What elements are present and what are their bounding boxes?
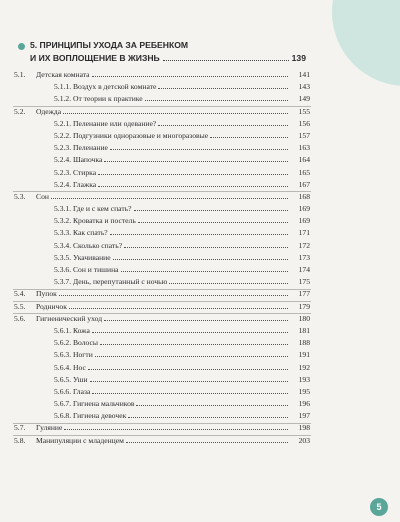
- entry-title: 5.6.2. Волосы: [54, 338, 98, 348]
- entry-title-row: [36, 313, 290, 325]
- toc-entry[interactable]: [0, 81, 400, 93]
- entry-title-row: [54, 264, 290, 276]
- toc-entry[interactable]: [0, 435, 400, 447]
- leader-dots: [121, 271, 289, 272]
- entry-page: 198: [298, 423, 310, 433]
- entry-page: 143: [298, 82, 310, 92]
- entry-title-row: [36, 191, 290, 203]
- leader-dots: [110, 234, 288, 235]
- entry-page: 157: [298, 130, 310, 140]
- leader-dots: [88, 369, 288, 370]
- toc-entry[interactable]: [0, 374, 400, 386]
- toc-entry[interactable]: [0, 118, 400, 130]
- leader-dots: [59, 295, 288, 296]
- toc-entry[interactable]: [0, 398, 400, 410]
- entry-title-row: [36, 288, 290, 300]
- leader-dots: [51, 198, 288, 199]
- toc-entry[interactable]: [0, 422, 400, 434]
- entry-number: 5.8.: [14, 435, 26, 445]
- entry-number: 5.7.: [14, 423, 26, 433]
- toc-entry[interactable]: [0, 154, 400, 166]
- entry-title-row: [54, 93, 290, 105]
- leader-dots: [124, 247, 288, 248]
- entry-title: Гигиенический уход: [36, 313, 103, 323]
- entry-title: 5.3.6. Сон и тишина: [54, 265, 119, 274]
- entry-title: 5.1.1. Воздух в детской комнате: [54, 82, 157, 92]
- leader-dots: [110, 149, 288, 150]
- toc-entry[interactable]: [0, 93, 400, 105]
- entry-title-row: [36, 422, 290, 434]
- entry-title: 5.3.7. День, перепутанный с ночью: [54, 277, 168, 287]
- entry-page: 175: [298, 277, 310, 287]
- entry-page: 149: [298, 94, 310, 104]
- entry-title: Сон: [36, 191, 49, 201]
- entry-title-row: [54, 142, 290, 154]
- leader-dots: [90, 381, 288, 382]
- entry-title-row: [36, 106, 290, 118]
- toc-entry[interactable]: [0, 179, 400, 191]
- entry-title-row: [36, 301, 290, 313]
- entry-title: 5.3.1. Где и с кем спать?: [54, 204, 132, 214]
- entry-title-row: [36, 435, 290, 447]
- entry-title-row: [54, 130, 290, 142]
- entry-title: 5.6.4. Нос: [54, 362, 86, 372]
- chapter-title-line2: И ИХ ВОПЛОЩЕНИЕ В ЖИЗНЬ: [30, 53, 160, 63]
- entry-page: 195: [298, 386, 310, 396]
- toc-entry[interactable]: [0, 301, 400, 313]
- entry-title: Одежда: [36, 106, 62, 116]
- leader-dots: [136, 405, 288, 406]
- entry-page: 165: [298, 167, 310, 177]
- entry-number: 5.5.: [14, 301, 26, 311]
- entry-page: 193: [298, 374, 310, 384]
- entry-page: 177: [298, 289, 310, 299]
- entry-title: 5.3.2. Кроватка и постель: [54, 216, 136, 226]
- chapter-title-line2-row: [30, 53, 306, 64]
- entry-title: 5.6.3. Ногти: [54, 350, 93, 360]
- entry-title: Манипуляции с младенцем: [36, 435, 124, 445]
- leader-dots: [126, 442, 288, 443]
- toc-entry[interactable]: [0, 252, 400, 264]
- chapter-title-line1: 5. ПРИНЦИПЫ УХОДА ЗА РЕБЕНКОМ: [30, 40, 189, 50]
- entry-title-row: [54, 179, 290, 191]
- entry-page: 173: [298, 252, 310, 262]
- toc-entries: [0, 69, 400, 447]
- entry-page: 167: [298, 179, 310, 189]
- toc-entry[interactable]: [0, 386, 400, 398]
- entry-title: 5.2.3. Стирка: [54, 167, 97, 177]
- entry-page: 169: [298, 204, 310, 214]
- leader-dots: [169, 283, 288, 284]
- leader-dots: [163, 60, 289, 61]
- toc-entry[interactable]: [0, 227, 400, 239]
- entry-title: 5.1.2. От теории к практике: [54, 94, 143, 104]
- leader-dots: [98, 186, 288, 187]
- toc-entry[interactable]: [0, 203, 400, 215]
- entry-page: 171: [298, 228, 310, 238]
- entry-page: 163: [298, 143, 310, 153]
- leader-dots: [113, 259, 288, 260]
- entry-title-row: [54, 252, 290, 264]
- leader-dots: [128, 417, 288, 418]
- toc-entry[interactable]: [0, 337, 400, 349]
- entry-title: 5.3.5. Укачивание: [54, 252, 111, 262]
- entry-number: 5.6.: [14, 313, 26, 323]
- toc-entry[interactable]: [0, 288, 400, 300]
- entry-page: 188: [298, 338, 310, 348]
- entry-title-row: [54, 203, 290, 215]
- toc-entry[interactable]: [0, 167, 400, 179]
- entry-number: 5.3.: [14, 191, 26, 201]
- entry-page: 172: [298, 240, 310, 250]
- leader-dots: [92, 332, 288, 333]
- entry-title-row: [54, 374, 290, 386]
- entry-title: 5.6.8. Гигиена девочек: [54, 411, 127, 421]
- toc-entry[interactable]: [0, 264, 400, 276]
- leader-dots: [210, 137, 288, 138]
- chapter-page: 139: [291, 53, 306, 63]
- toc-entry[interactable]: [0, 142, 400, 154]
- entry-title-row: [54, 154, 290, 166]
- leader-dots: [134, 210, 288, 211]
- entry-title: 5.2.3. Пеленание: [54, 143, 108, 153]
- leader-dots: [98, 174, 288, 175]
- entry-number: 5.2.: [14, 106, 26, 116]
- entry-number: 5.4.: [14, 289, 26, 299]
- leader-dots: [69, 308, 288, 309]
- toc-entry[interactable]: [0, 106, 400, 118]
- leader-dots: [145, 100, 288, 101]
- entry-page: 197: [298, 411, 310, 421]
- toc-entry[interactable]: [0, 276, 400, 288]
- entry-title-row: [54, 362, 290, 374]
- entry-title: Детская комната: [36, 70, 90, 79]
- entry-page: 192: [298, 362, 310, 372]
- entry-title: 5.2.4. Глажка: [54, 179, 97, 189]
- entry-title: 5.3.4. Сколько спать?: [54, 240, 123, 250]
- entry-title: 5.6.1. Кожа: [54, 325, 90, 335]
- entry-title-row: [54, 215, 290, 227]
- entry-page: 174: [298, 265, 310, 274]
- leader-dots: [158, 88, 288, 89]
- entry-page: 179: [298, 301, 310, 311]
- entry-page: 155: [298, 106, 310, 116]
- entry-page: 196: [298, 399, 310, 409]
- entry-title-row: [54, 349, 290, 361]
- toc-entry[interactable]: [0, 69, 400, 81]
- entry-title-row: [54, 167, 290, 179]
- entry-title: 5.6.6. Глаза: [54, 386, 91, 396]
- entry-page: 181: [298, 325, 310, 335]
- entry-title-row: [54, 398, 290, 410]
- entry-number: 5.1.: [14, 70, 26, 79]
- leader-dots: [104, 161, 288, 162]
- entry-title-row: [54, 240, 290, 252]
- entry-title: 5.2.1. Пеленание или одевание?: [54, 118, 157, 128]
- entry-title: 5.6.5. Уши: [54, 374, 88, 384]
- entry-page: 156: [298, 118, 310, 128]
- bullet-icon: [18, 43, 25, 50]
- entry-page: 203: [298, 435, 310, 445]
- page-number-badge: 5: [370, 498, 388, 516]
- entry-page: 168: [298, 191, 310, 201]
- toc-entry[interactable]: [0, 362, 400, 374]
- leader-dots: [104, 320, 288, 321]
- toc-entry[interactable]: [0, 349, 400, 361]
- entry-title-row: [54, 337, 290, 349]
- entry-title-row: [54, 386, 290, 398]
- toc-entry[interactable]: [0, 240, 400, 252]
- leader-dots: [64, 429, 288, 430]
- toc-entry[interactable]: [0, 130, 400, 142]
- leader-dots: [100, 344, 288, 345]
- leader-dots: [63, 113, 288, 114]
- entry-page: 180: [298, 313, 310, 323]
- leader-dots: [95, 356, 288, 357]
- entry-title-row: [54, 227, 290, 239]
- entry-title: Пупок: [36, 289, 57, 299]
- leader-dots: [92, 393, 288, 394]
- entry-title: Родничок: [36, 301, 67, 311]
- entry-title-row: [54, 276, 290, 288]
- entry-page: 169: [298, 216, 310, 226]
- toc-entry[interactable]: [0, 313, 400, 325]
- toc-entry[interactable]: [0, 410, 400, 422]
- entry-title: 5.2.2. Подгузники одноразовые и многоразовые: [54, 130, 209, 140]
- entry-page: 164: [298, 155, 310, 165]
- entry-title-row: [54, 410, 290, 422]
- entry-title: 5.6.7. Гигиена мальчиков: [54, 399, 135, 409]
- toc-entry[interactable]: [0, 215, 400, 227]
- toc-entry[interactable]: [0, 191, 400, 203]
- entry-page: 141: [298, 70, 310, 79]
- entry-title: 5.2.4. Шапочка: [54, 155, 103, 165]
- entry-title-row: [36, 69, 290, 81]
- entry-page: 191: [298, 350, 310, 360]
- entry-title-row: [54, 118, 290, 130]
- entry-title-row: [54, 81, 290, 93]
- toc-entry[interactable]: [0, 325, 400, 337]
- entry-title: Гуляние: [36, 423, 63, 433]
- entry-title-row: [54, 325, 290, 337]
- entry-title: 5.3.3. Как спать?: [54, 228, 108, 238]
- leader-dots: [138, 222, 288, 223]
- leader-dots: [158, 125, 288, 126]
- leader-dots: [92, 76, 288, 77]
